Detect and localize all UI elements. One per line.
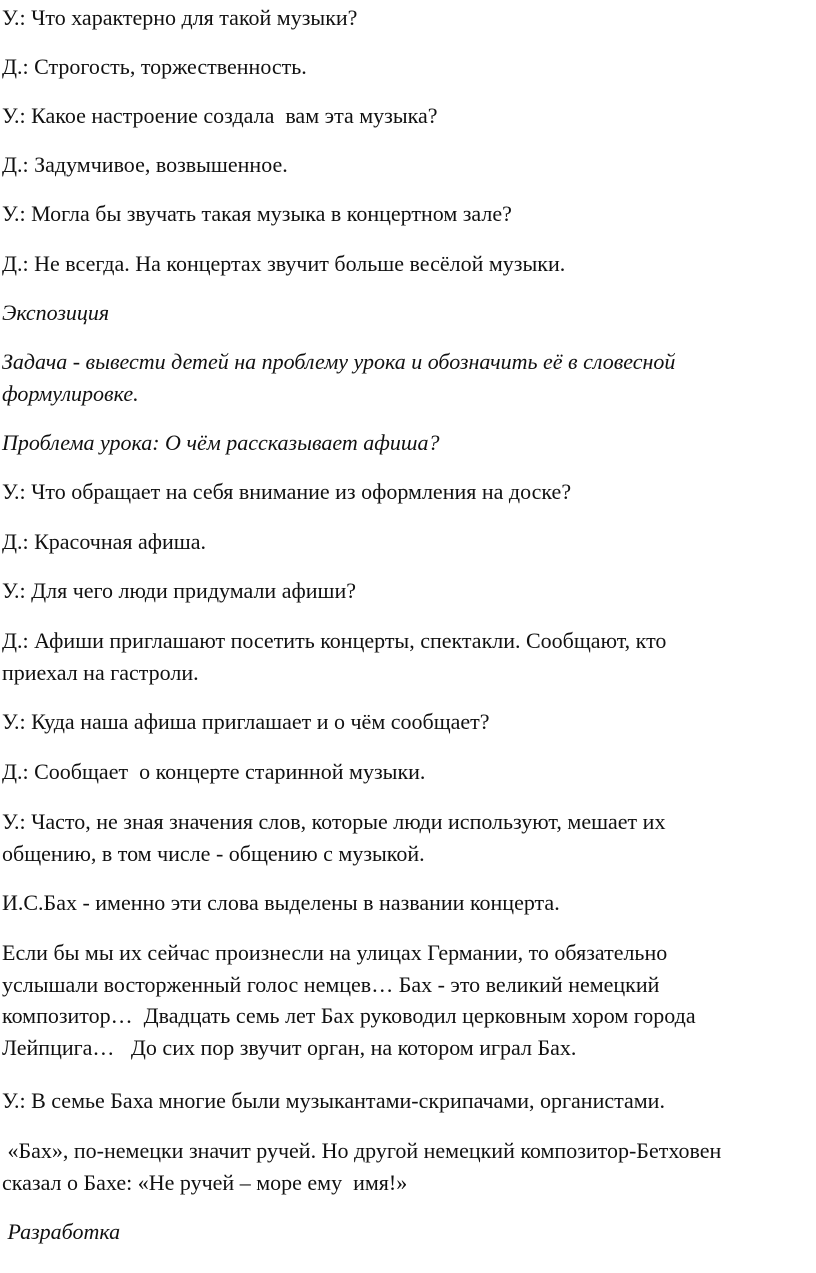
dialogue-line: У.: В семье Баха многие были музыкантами-скрипачами, органистами. — [2, 1088, 665, 1113]
dialogue-line: Д.: Красочная афиша. — [2, 529, 206, 554]
dialogue-line: У.: Часто, не зная значения слов, которые люди используют, мешает их общению, в том числе - общению с музыкой. — [2, 809, 666, 866]
dialogue-line: У.: Что обращает на себя внимание из оформления на доске? — [2, 479, 572, 504]
dialogue-line: Д.: Задумчивое, возвышенное. — [2, 152, 288, 177]
task-statement: Задача - вывести детей на проблему урока и обозначить её в словесной формулировке. — [2, 349, 676, 406]
body-paragraph: И.С.Бах - именно эти слова выделены в названии концерта. — [2, 890, 560, 915]
section-heading-exposition: Экспозиция — [2, 300, 110, 325]
body-paragraph: «Бах», по-немецки значит ручей. Но другой немецкий композитор-Бетховен сказал о Бахе: «Не ручей – море ему имя!» — [2, 1138, 722, 1195]
dialogue-line: У.: Для чего люди придумали афиши? — [2, 578, 356, 603]
dialogue-line: Д.: Не всегда. На концертах звучит больше весёлой музыки. — [2, 251, 566, 276]
section-heading-development: Разработка — [2, 1219, 121, 1244]
dialogue-line: У.: Какое настроение создала вам эта музыка? — [2, 103, 438, 128]
dialogue-line: Д.: Афиши приглашают посетить концерты, спектакли. Сообщают, кто приехал на гастроли. — [2, 628, 667, 685]
dialogue-line: Д.: Строгость, торжественность. — [2, 54, 307, 79]
dialogue-line: Д.: Сообщает о концерте старинной музыки. — [2, 759, 426, 784]
body-paragraph: Если бы мы их сейчас произнесли на улицах Германии, то обязательно услышали восторженный голос немцев… Бах - это великий немецкий композитор… Двадцать семь лет Бах руководил церковным хором города Лейпцига… До сих пор звучит орган, на котором играл Бах. — [2, 940, 696, 1060]
dialogue-line: У.: Куда наша афиша приглашает и о чём сообщает? — [2, 709, 490, 734]
dialogue-line: У.: Что характерно для такой музыки? — [2, 5, 358, 30]
lesson-problem: Проблема урока: О чём рассказывает афиша? — [2, 430, 440, 455]
dialogue-line: У.: Могла бы звучать такая музыка в концертном зале? — [2, 201, 512, 226]
